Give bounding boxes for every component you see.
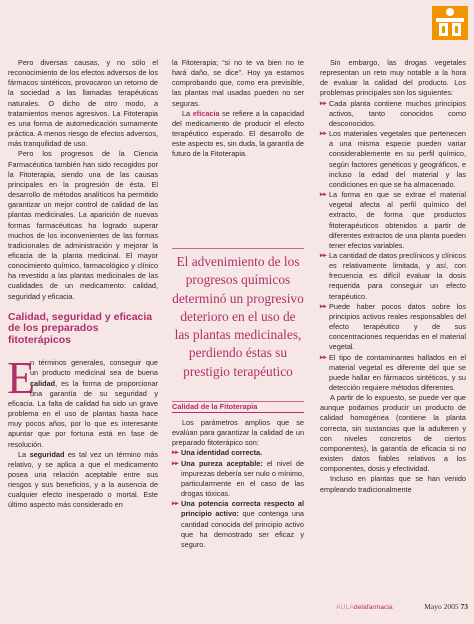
arrow-bullet-icon: ▸▸ (172, 449, 179, 457)
column-3 (320, 58, 466, 495)
list-item: ▸▸ Una identidad correcta. (172, 448, 263, 458)
page-number: 73 (460, 602, 468, 611)
paragraph: Sin embargo, las drogas vegetales representan un reto muy notable a la hora de evaluar la calidad del producto. Los problemas principales son los siguientes: (320, 58, 466, 98)
list-item: ▸▸ Los materiales vegetales que pertenecen a una misma especie pueden variar considerablemente en su perfil químico, según factores genéticos y geográficos, e incluso la edad del material y las condiciones en que se ha almacenado. (320, 129, 466, 189)
paragraph: Pero diversas causas, y no sólo el reconocimiento de los efectos adversos de los fármacos sintéticos, provocaron un retorno de la sociedad a las llamadas terapéuticas naturales. O dicho de otro modo, a tratamientos menos agresivos. La Fitoterapia es una forma de automedicación sumamente práctica. A menos riesgo de efectos adversos, más tranquilidad de uso. (8, 58, 158, 149)
paragraph: la Fitoterapia; “si no te va bien no te hará daño, se dice”. Hoy ya estamos comprobando que, como era previsible, las plantas mal usadas pueden no ser seguras. (172, 58, 304, 108)
issue-date: Mayo 2005 (424, 602, 459, 611)
arrow-bullet-icon: ▸▸ (320, 99, 327, 107)
pull-quote-text: El advenimiento de los progresos químicos determinó un progresivo deterioro en el uso de las plantas medicinales, perdiendo éstas su prestigio terapéutico (172, 254, 304, 379)
paragraph: n términos generales, conseguir que un producto medicinal sea de buena calidad, es la forma de proporcionar una garantía de su seguridad y eficacia. La falta de calidad ha sido un grave problema en el uso de plantas hasta hace muy pocos años, por lo que es interesante apuntar que por fortuna está en fase de resolución. (8, 358, 158, 449)
pharmacy-logo-icon (432, 6, 468, 40)
arrow-bullet-icon: ▸▸ (320, 251, 327, 259)
list-item: ▸▸ La cantidad de datos preclínicos y clínicos es relativamente limitada, y así, con frecuencia es difícil evaluar la dosis requerida para conseguir un efecto terapéutico. (320, 250, 466, 301)
arrow-bullet-icon: ▸▸ (320, 353, 327, 361)
list-item: ▸▸ Una pureza aceptable: el nivel de impurezas debería ser nulo o mínimo, particularmente en el caso de las drogas tóxicas. (172, 458, 304, 499)
pull-quote (172, 248, 304, 402)
paragraph: La seguridad es tal vez un término más relativo, y se aplica a que el medicamento posea una relación aceptable entre sus riesgos y sus beneficios, y a la ausencia de cualquier efecto inesperado o mortal. Este último aspecto más considerado en (8, 449, 159, 510)
list-item: ▸▸ Puede haber pocos datos sobre los principios activos reales responsables del efecto terapéutico y de sus concentraciones requeridas en el material vegetal. (320, 301, 466, 352)
column-2-bottom (172, 418, 304, 550)
section-title: Calidad, seguridad y eficacia de los preparados fitoterápicos (8, 310, 153, 346)
footer-right (424, 602, 468, 611)
paragraph: Pero los progresos de la Ciencia Farmacéutica también han sido recogidos por la Fitoterapia, siendo una de las causas principales en la progresión de ésta. El desarrollo de métodos analíticos ha permitido garantizar un mejor control de calidad de las plantas medicinales. La aparición de nuevas formas farmacéuticas ha logrado superar muchos de los inconvenientes de las formas tradicionales de administración y mejorar la eficacia de la planta medicinal. El mayor conocimiento químico, farmacológico y clínico ha revestido a las plantas medicinales de las cualidades de un medicamento: calidad, seguridad y eficacia. (8, 149, 158, 301)
problems-list (320, 99, 466, 394)
list-item: ▸▸ La forma en que se extrae el material vegetal afecta al perfil químico del extracto, de forma que productos fitoterapéuticos obtenidos a partir de diferentes extractos de una planta pueden tener efectos variables. (320, 190, 466, 250)
column-1 (8, 58, 158, 511)
paragraph: La eficacia se refiere a la capacidad del medicamento de producir el efecto terapéutico esperado. El desarrollo de este aspecto es, sin duda, la garantía de futuro de la Fitoterapia. (172, 108, 305, 159)
list-item: ▸▸ El tipo de contaminantes hallados en el material vegetal es diferente del que se puede hallar en fármacos sintéticos, y su detección requiere métodos diferentes. (320, 352, 466, 392)
arrow-bullet-icon: ▸▸ (172, 459, 179, 467)
arrow-bullet-icon: ▸▸ (320, 130, 327, 138)
column-2 (172, 58, 304, 160)
page-footer (336, 602, 468, 611)
paragraph: Los parámetros amplios que se evalúan para garantizar la calidad de un preparado fitoterápico son: (172, 418, 304, 448)
drop-cap: E (7, 352, 36, 404)
arrow-bullet-icon: ▸▸ (320, 302, 327, 310)
list-item: ▸▸ Cada planta contiene muchos principios activos, tanto conocidos como desconocidos. (320, 98, 466, 128)
arrow-bullet-icon: ▸▸ (172, 500, 179, 508)
paragraph: Incluso en plantas que se han venido empleando tradicionalmente (320, 474, 466, 494)
paragraph: A partir de lo expuesto, se puede ver que aunque podamos producir un producto de calidad homogénea (contiene la planta correcta, sin sustancias que la adulteren y con niveles concretos de ciertos componentes), la garantía de eficacia si no existen datos fiables relativos a los componentes, dosis y efectividad. (320, 393, 466, 474)
arrow-bullet-icon: ▸▸ (320, 191, 327, 199)
subheading: Calidad de la Fitoterapia (172, 402, 304, 413)
magazine-brand: AULAdelafarmacia (336, 604, 393, 611)
list-item: ▸▸ Una potencia correcta respecto al principio activo: que contenga una cantidad conocida del principio activo que ha demostrado ser eficaz y seguro. (172, 499, 304, 549)
quality-list (172, 448, 304, 550)
